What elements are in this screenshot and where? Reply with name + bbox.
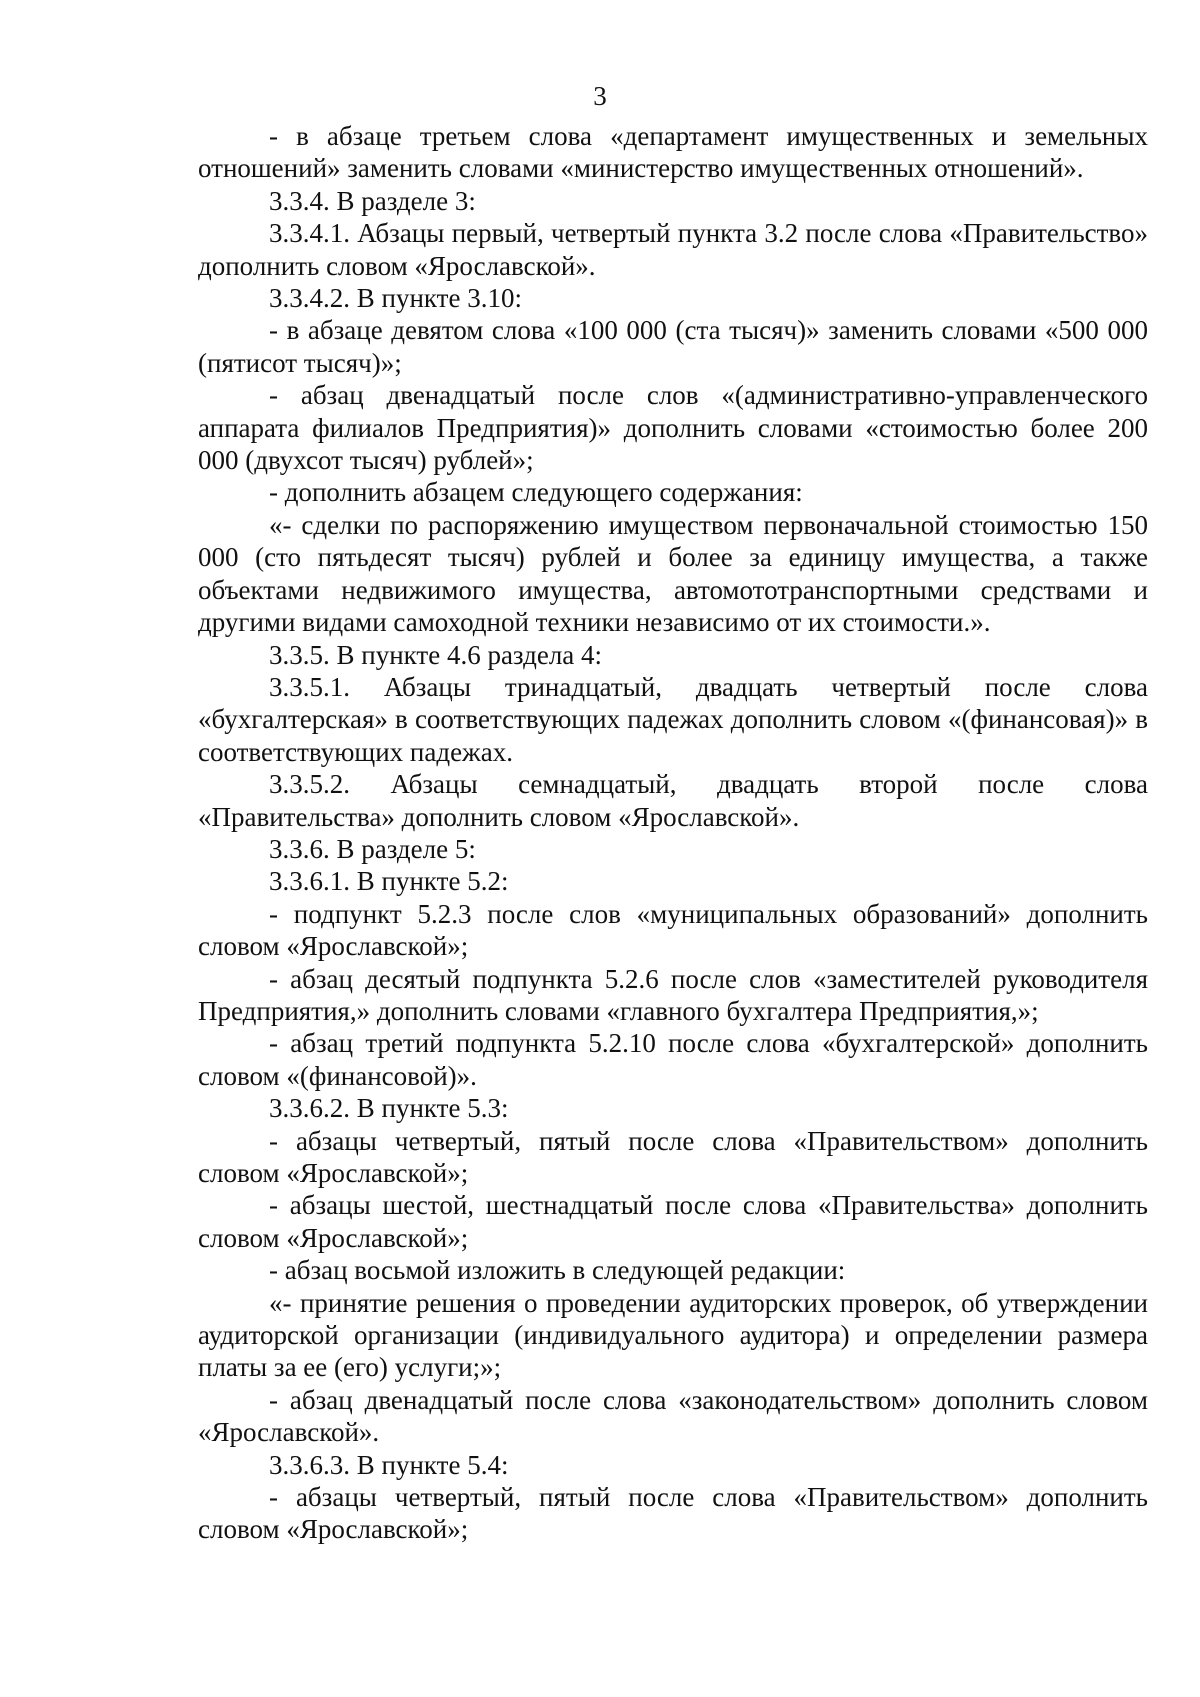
paragraph-11: 3.3.5.2. Абзацы семнадцатый, двадцать второй после слова «Правительства» дополнить словом «Ярославской». bbox=[198, 769, 1148, 832]
paragraph-6: - абзац двенадцатый после слов «(административно-управленческого аппарата филиалов Предприятия)» дополнить словами «стоимостью более 200 000 (двухсот тысяч) рублей»; bbox=[198, 380, 1148, 476]
paragraph-24: - абзацы четвертый, пятый после слова «Правительством» дополнить словом «Ярославской»; bbox=[198, 1482, 1148, 1545]
paragraph-4: 3.3.4.2. В пункте 3.10: bbox=[269, 283, 522, 314]
paragraph-10: 3.3.5.1. Абзацы тринадцатый, двадцать четвертый после слова «бухгалтерская» в соответствующих падежах дополнить словом «(финансовая)» в соответствующих падежах. bbox=[198, 671, 1148, 767]
paragraph-13: 3.3.6.1. В пункте 5.2: bbox=[269, 866, 509, 897]
paragraph-16: - абзац третий подпункта 5.2.10 после слова «бухгалтерской» дополнить словом «(финансовой)». bbox=[198, 1028, 1148, 1091]
paragraph-5: - в абзаце девятом слова «100 000 (ста тысяч)» заменить словами «500 000 (пятисот тысяч)»; bbox=[198, 315, 1148, 378]
paragraph-22: - абзац двенадцатый после слова «законодательством» дополнить словом «Ярославской». bbox=[198, 1384, 1148, 1448]
paragraph-23: 3.3.6.3. В пункте 5.4: bbox=[269, 1449, 509, 1480]
paragraph-17: 3.3.6.2. В пункте 5.3: bbox=[269, 1093, 509, 1124]
paragraph-20: - абзац восьмой изложить в следующей редакции: bbox=[269, 1255, 846, 1286]
paragraph-7: - дополнить абзацем следующего содержания: bbox=[269, 477, 803, 508]
paragraph-9: 3.3.5. В пункте 4.6 раздела 4: bbox=[269, 639, 603, 670]
paragraph-18: - абзацы четвертый, пятый после слова «Правительством» дополнить словом «Ярославской»; bbox=[198, 1125, 1148, 1188]
paragraph-21: «- принятие решения о проведении аудиторских проверок, об утверждении аудиторской организации (индивидуального аудитора) и определении размера платы за ее (его) услуги;»; bbox=[198, 1287, 1148, 1383]
paragraph-12: 3.3.6. В разделе 5: bbox=[269, 833, 476, 864]
paragraph-15: - абзац десятый подпункта 5.2.6 после слов «заместителей руководителя Предприятия,» дополнить словами «главного бухгалтера Предприятия,»; bbox=[198, 963, 1148, 1026]
paragraph-3: 3.3.4.1. Абзацы первый, четвертый пункта 3.2 после слова «Правительство» дополнить словом «Ярославской». bbox=[198, 218, 1148, 281]
paragraph-19: - абзацы шестой, шестнадцатый после слова «Правительства» дополнить словом «Ярославской»; bbox=[198, 1190, 1148, 1253]
paragraph-1: - в абзаце третьем слова «департамент имущественных и земельных отношений» заменить словами «министерство имущественных отношений». bbox=[198, 121, 1148, 184]
page-number: 3 bbox=[593, 81, 607, 111]
paragraph-8: «- сделки по распоряжению имуществом первоначальной стоимостью 150 000 (сто пятьдесят тысяч) рублей и более за единицу имущества, а также объектами недвижимого имущества, автомототранспортными средствами и другими видами самоходной техники независимо от их стоимости.». bbox=[198, 509, 1148, 638]
paragraph-2: 3.3.4. В разделе 3: bbox=[269, 185, 476, 216]
document-body bbox=[198, 120, 1148, 1546]
paragraph-14: - подпункт 5.2.3 после слов «муниципальных образований» дополнить словом «Ярославской»; bbox=[198, 898, 1148, 962]
